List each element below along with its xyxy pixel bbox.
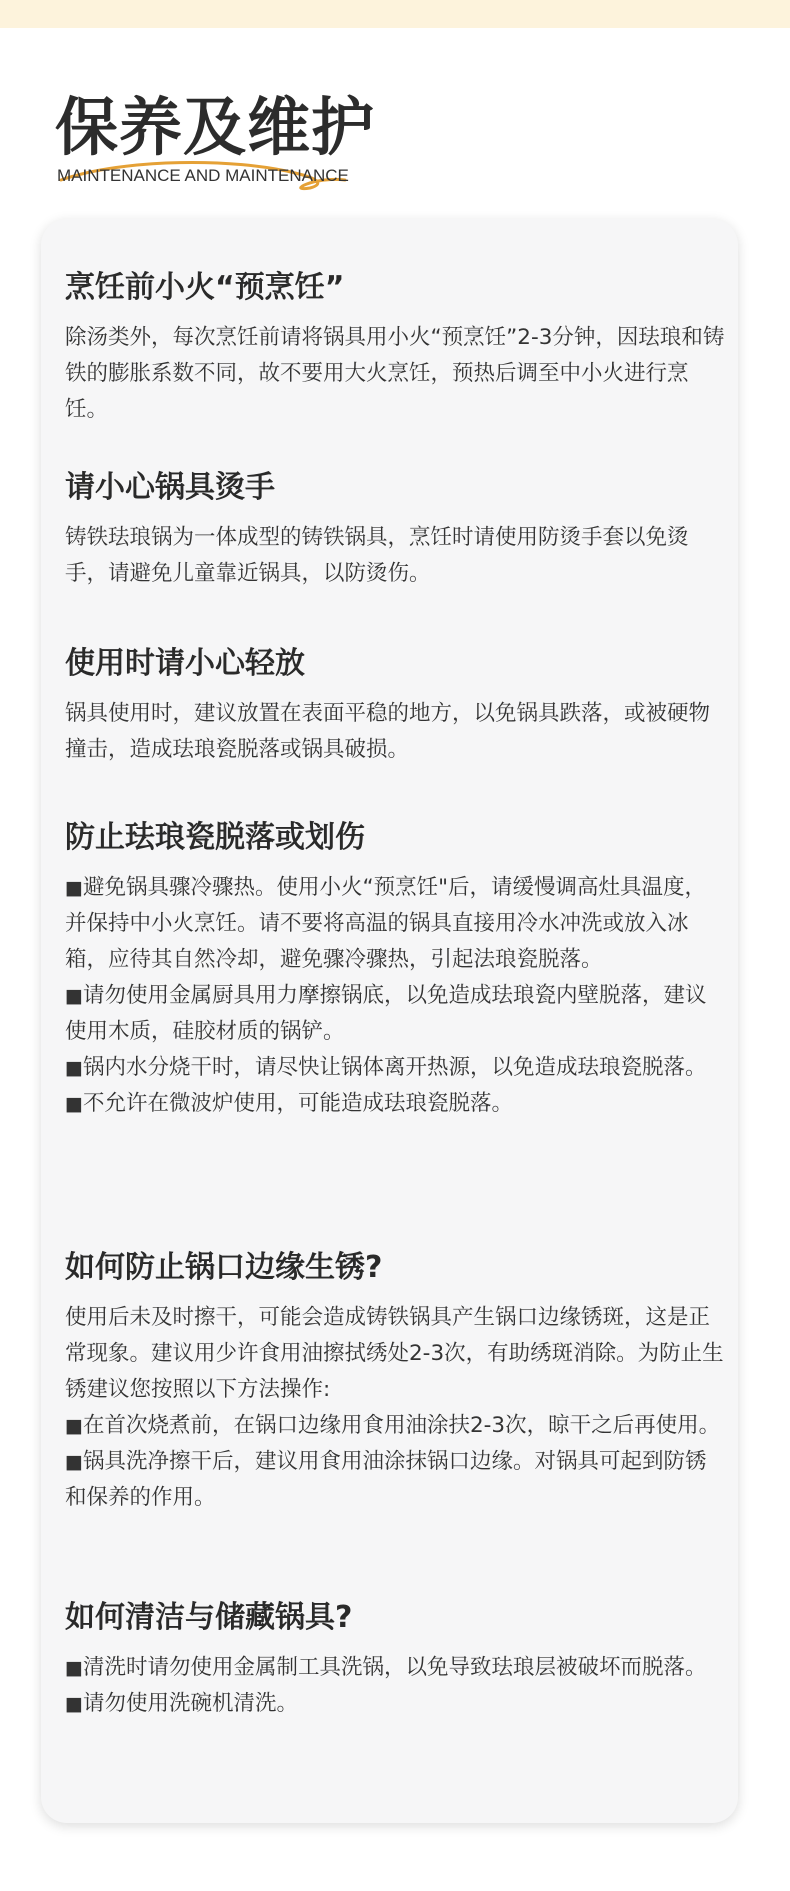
bullet-item: ■ 请勿使用洗碗机清洗。 [65,1686,725,1722]
bullet-item: ■ 锅具洗净擦干后，建议用食用油涂抹锅口边缘。对锅具可起到防锈和保养的作用。 [65,1444,725,1516]
bullet-item: ■ 锅内水分烧干时，请尽快让锅体离开热源，以免造成珐琅瓷脱落。 [65,1050,725,1086]
section-prevent-rust [65,1246,725,1516]
top-banner-band [0,0,790,28]
section-title: 使用时请小心轻放 [65,646,305,681]
section-handle-gently [65,642,725,768]
section-title: 烹饪前小火“预烹饪” [65,270,345,305]
section-title: 如何清洁与储藏锅具? [65,1600,353,1635]
bullet-item: ■ 清洗时请勿使用金属制工具洗锅，以免导致珐琅层被破坏而脱落。 [65,1650,725,1686]
bullet-item: ■ 在首次烧煮前，在锅口边缘用食用油涂扶2-3次，晾干之后再使用。 [65,1408,725,1444]
page-subtitle: MAINTENANCE AND MAINTENANCE [57,166,349,185]
section-prevent-chipping [65,816,725,1122]
bullet-item: ■ 避免锅具骤冷骤热。使用小火“预烹饪"后，请缓慢调高灶具温度，并保持中小火烹饪。请不要将高温的锅具直接用冷水冲洗或放入冰箱，应待其自然冷却，避免骤冷骤热，引起法琅瓷脱落。 [65,870,725,978]
section-title: 防止珐琅瓷脱落或划伤 [65,820,365,855]
section-title: 请小心锅具烫手 [65,470,275,505]
section-hot-handle [65,466,725,592]
section-paragraph: 除汤类外，每次烹饪前请将锅具用小火“预烹饪”2-3分钟，因珐琅和铸铁的膨胀系数不同，故不要用大火烹饪，预热后调至中小火进行烹饪。 [65,325,725,422]
section-paragraph: 铸铁珐琅锅为一体成型的铸铁锅具，烹饪时请使用防烫手套以免烫手，请避免儿童靠近锅具，以防烫伤。 [65,525,689,586]
section-paragraph: 锅具使用时，建议放置在表面平稳的地方，以免锅具跌落，或被硬物撞击，造成珐琅瓷脱落或锅具破损。 [65,701,711,762]
page-title: 保养及维护 [55,91,375,164]
bullet-item: ■ 不允许在微波炉使用，可能造成珐琅瓷脱落。 [65,1086,725,1122]
section-intro: 使用后未及时擦干，可能会造成铸铁锅具产生锅口边缘锈斑，这是正常现象。建议用少许食用油擦拭绣处2-3次，有助绣斑消除。为防止生锈建议您按照以下方法操作: [65,1305,724,1402]
section-title: 如何防止锅口边缘生锈? [65,1250,383,1285]
page-header [55,88,475,198]
section-preheat [65,266,725,428]
bullet-item: ■ 请勿使用金属厨具用力摩擦锅底，以免造成珐琅瓷内壁脱落，建议使用木质，硅胶材质的锅铲。 [65,978,725,1050]
maintenance-card [41,219,738,1823]
section-clean-store [65,1596,725,1722]
